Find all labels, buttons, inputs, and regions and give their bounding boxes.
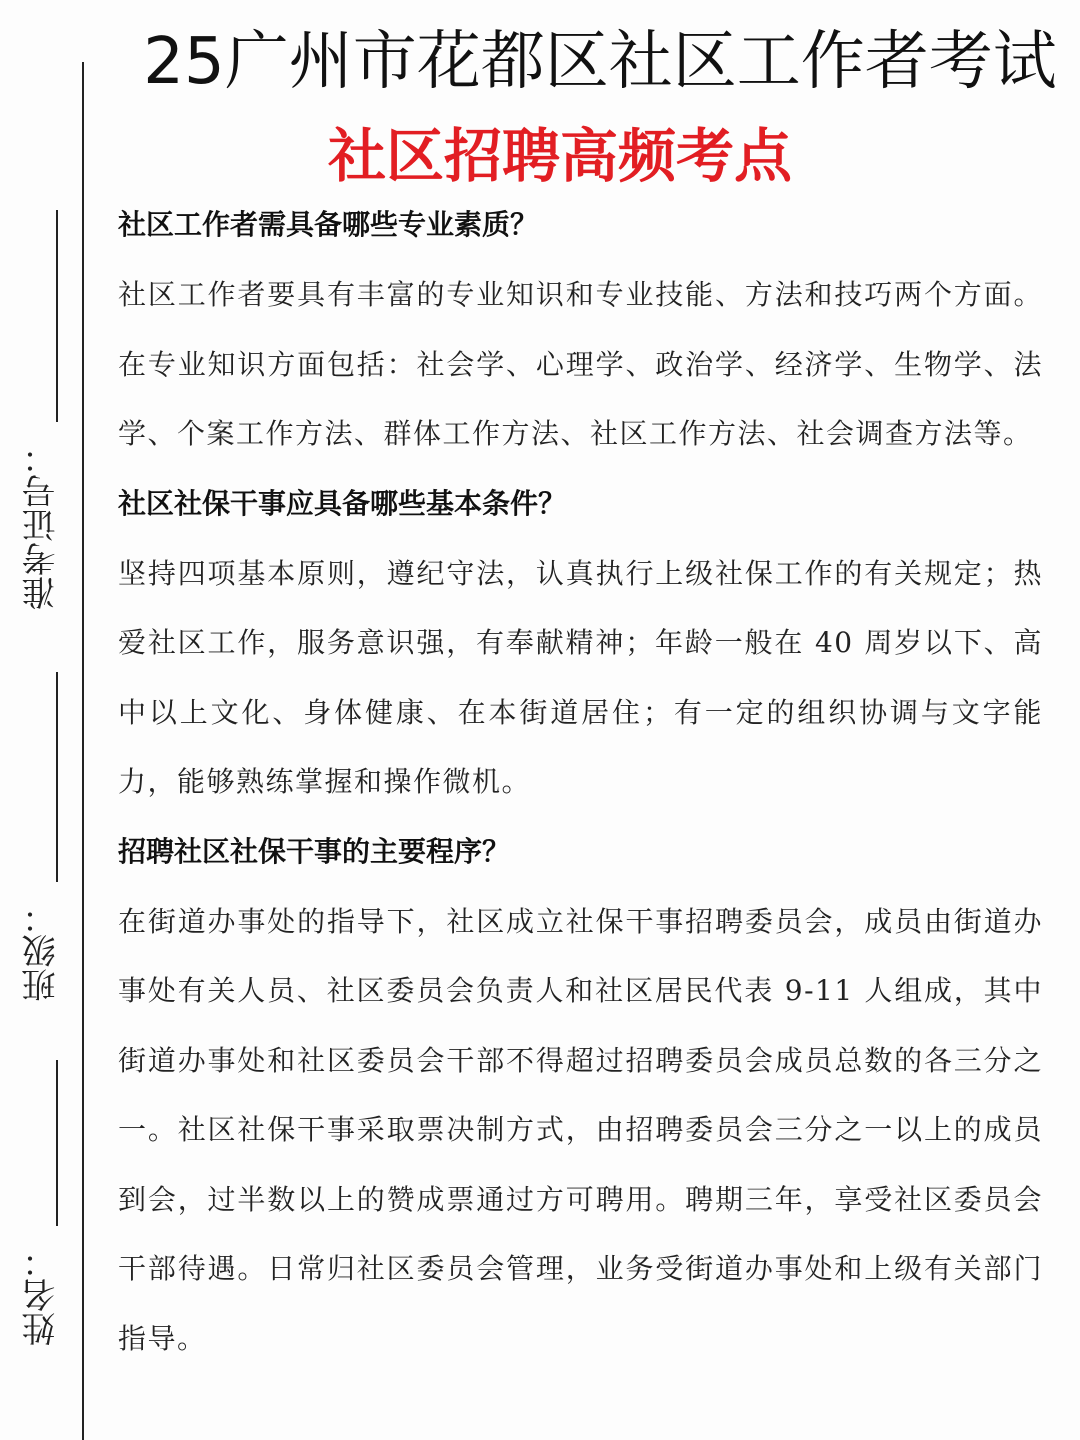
name-underline[interactable] bbox=[56, 1060, 58, 1226]
class-label: 班级： bbox=[22, 900, 62, 1002]
question-heading: 招聘社区社保干事的主要程序？ bbox=[118, 834, 511, 868]
qa-section bbox=[118, 817, 1043, 1374]
exam-id-underline[interactable] bbox=[56, 210, 58, 422]
question-heading: 社区社保干事应具备哪些基本条件？ bbox=[118, 486, 567, 520]
binding-margin-line bbox=[82, 62, 84, 1440]
page-subtitle: 社区招聘高频考点 bbox=[327, 122, 792, 190]
name-field bbox=[22, 1060, 62, 1350]
exam-id-label: 准考证号： bbox=[22, 440, 62, 610]
answer-text: 在街道办事处的指导下，社区成立社保干事招聘委员会，成员由街道办事处有关人员、社区委员会负责人和社区居民代表 9-11 人组成，其中街道办事处和社区委员会干部不得超过招聘委员会成员总数的各三分之一。社区社保干事采取票决制方式，由招聘委员会三分之一以上的成员到会，过半数以上的赞成票通过方可聘用。聘期三年，享受社区委员会干部待遇。日常归社区委员会管理，业务受街道办事处和上级有关部门指导。 bbox=[118, 904, 1043, 1355]
exam-id-field bbox=[22, 210, 62, 610]
answer-text: 坚持四项基本原则，遵纪守法，认真执行上级社保工作的有关规定；热爱社区工作，服务意识强，有奉献精神；年龄一般在 40 周岁以下、高中以上文化、身体健康、在本街道居住；有一定的组织协调与文字能力，能够熟练掌握和操作微机。 bbox=[118, 556, 1043, 798]
qa-section bbox=[118, 469, 1043, 817]
question-heading: 社区工作者需具备哪些专业素质？ bbox=[118, 208, 539, 241]
page-title: 25广州市花都区社区工作者考试 bbox=[143, 25, 1057, 99]
class-field bbox=[22, 672, 62, 1002]
qa-section bbox=[118, 190, 1043, 469]
name-label: 姓名： bbox=[22, 1244, 62, 1346]
class-underline[interactable] bbox=[56, 672, 58, 882]
answer-text: 社区工作者要具有丰富的专业知识和专业技能、方法和技巧两个方面。在专业知识方面包括：社会学、心理学、政治学、经济学、生物学、法学、个案工作方法、群体工作方法、社区工作方法、社会调查方法等。 bbox=[118, 278, 1043, 450]
qa-content bbox=[118, 190, 1043, 1373]
